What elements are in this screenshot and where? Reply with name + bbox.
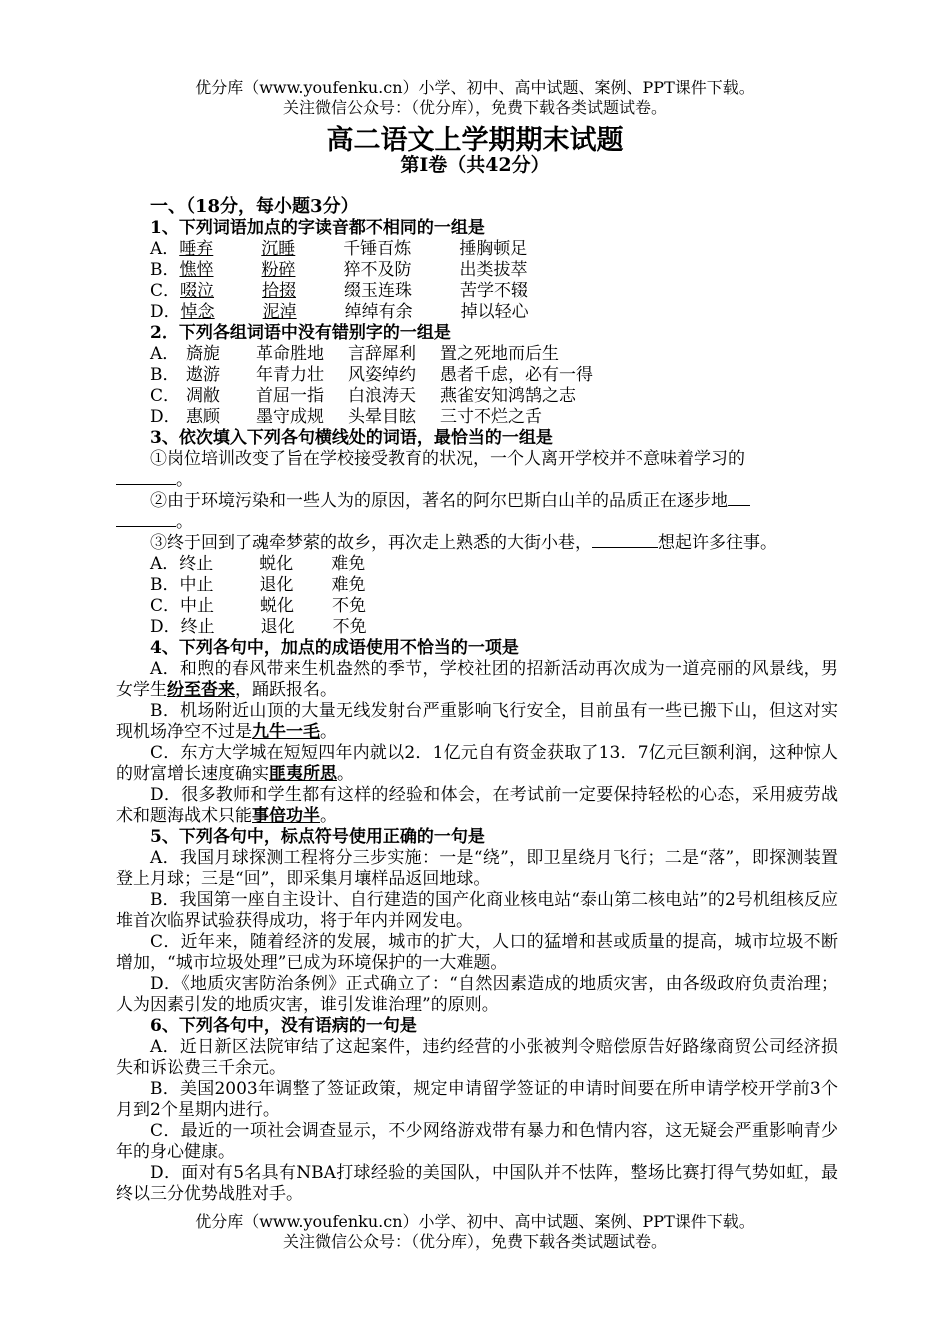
- option-label: B．: [150, 575, 180, 595]
- q1-option-d: [116, 302, 838, 323]
- question-4-stem: 4、下列各句中，加点的成语使用不恰当的一项是: [150, 638, 519, 658]
- q4-option-b: [116, 701, 838, 743]
- question-6-stem: 6、下列各句中，没有语病的一句是: [150, 1016, 417, 1036]
- option-label: C．: [150, 386, 181, 406]
- option-text-end: 。: [337, 764, 354, 784]
- q6-option-d: D．面对有5名具有NBA打球经验的美国队，中国队并不怯阵，整场比赛打得气势如虹，最终以三分优势战胜对手。: [116, 1163, 838, 1204]
- q4-option-a: [116, 659, 838, 701]
- q1-option-a: [116, 239, 838, 260]
- word: 啜泣: [180, 281, 215, 301]
- q1-option-c: [116, 281, 838, 302]
- word: 退化: [260, 617, 295, 637]
- word: 白浪涛天: [348, 386, 416, 406]
- idiom: 事倍功半: [252, 806, 320, 826]
- q3-sentence-1: [116, 449, 838, 491]
- option-label: C．: [150, 596, 181, 616]
- header-line-1: 优分库（www.youfenku.cn）小学、初中、高中试题、案例、PPT课件下载。: [195, 78, 755, 97]
- word: 千锤百炼: [343, 239, 412, 259]
- word: 苦学不辍: [460, 281, 529, 301]
- word: 遨游: [186, 365, 220, 385]
- q3-option-c: [116, 596, 838, 617]
- word: 悼念: [180, 302, 215, 322]
- word: 捶胸顿足: [459, 239, 528, 259]
- q6-option-c: C．最近的一项社会调查显示，不少网络游戏带有暴力和色情内容，这无疑会严重影响青少年的身心健康。: [116, 1121, 838, 1162]
- word: 沉睡: [261, 239, 296, 259]
- option-label: D．: [150, 617, 181, 637]
- word: 不免: [332, 617, 367, 637]
- q5-option-c: C．近年来，随着经济的发展，城市的扩大，人口的猛增和甚或质量的提高，城市垃圾不断增加，“城市垃圾处理”已成为环境保护的一大难题。: [116, 932, 838, 973]
- footer-line-1: 优分库（www.youfenku.cn）小学、初中、高中试题、案例、PPT课件下载。: [195, 1212, 755, 1231]
- q5-option-b: B．我国第一座自主设计、自行建造的国产化商业核电站“泰山第二核电站”的2号机组核反应堆首次临界试验获得成功，将于年内并网发电。: [116, 890, 838, 931]
- idiom: 纷至沓来: [167, 680, 235, 700]
- option-label: B．: [150, 260, 180, 280]
- word: 难免: [331, 554, 366, 574]
- word: 绰绰有余: [344, 302, 413, 322]
- q2-option-c: [116, 386, 838, 407]
- sentence-text: ③终于回到了魂牵梦萦的故乡，再次走上熟悉的大街小巷，: [150, 533, 592, 553]
- option-label: A．: [150, 554, 180, 574]
- word: 泥淖: [262, 302, 297, 322]
- word: 终止: [179, 554, 214, 574]
- sentence-end: 。: [176, 512, 193, 532]
- option-text: D．很多教师和学生都有这样的经验和体会，在考试前一定要保持轻松的心态，采用疲劳战术和题海战术只能: [116, 785, 838, 826]
- word: 憔悴: [179, 260, 214, 280]
- option-label: B．: [150, 365, 180, 385]
- q6-option-b: B．美国2003年调整了签证政策，规定申请留学签证的申请时间要在所申请学校开学前3个月到2个星期内进行。: [116, 1079, 838, 1120]
- word: 蜕化: [260, 596, 295, 616]
- word: 退化: [259, 575, 294, 595]
- option-label: D．: [150, 302, 181, 322]
- q5-option-d: D．《地质灾害防治条例》正式确立了：“自然因素造成的地质灾害，由各级政府负责治理；人为因素引发的地质灾害，谁引发谁治理”的原则。: [116, 974, 838, 1015]
- word: 缀玉连珠: [344, 281, 413, 301]
- word: 粉碎: [261, 260, 296, 280]
- word: 燕雀安知鸿鹄之志: [440, 386, 576, 406]
- q3-option-b: [116, 575, 838, 596]
- word: 蜕化: [259, 554, 294, 574]
- q2-option-d: [116, 407, 838, 428]
- option-label: D．: [150, 407, 181, 427]
- word: 凋敝: [186, 386, 220, 406]
- word: 三寸不烂之舌: [440, 407, 542, 427]
- sentence-text: ①岗位培训改变了旨在学校接受教育的状况，一个人离开学校并不意味着学习的: [150, 449, 745, 469]
- word: 难免: [331, 575, 366, 595]
- word: 头晕目眩: [348, 407, 416, 427]
- q3-sentence-3: [116, 533, 838, 554]
- option-label: A．: [150, 344, 180, 364]
- word: 墨守成规: [256, 407, 324, 427]
- q3-sentence-2: [116, 491, 838, 533]
- word: 首屈一指: [256, 386, 324, 406]
- q4-option-c: [116, 743, 838, 785]
- section-heading: 一、（18分，每小题3分）: [150, 196, 359, 217]
- question-3-stem: 3、依次填入下列各句横线处的词语，最恰当的一组是: [150, 428, 553, 448]
- q1-option-b: [116, 260, 838, 281]
- q3-option-a: [116, 554, 838, 575]
- option-label: C．: [150, 281, 181, 301]
- exam-content: [116, 196, 838, 1205]
- word: 愚者千虑，必有一得: [440, 365, 593, 385]
- option-text: A．和煦的春风带来生机盎然的季节，学校社团的招新活动再次成为一道亮丽的风景线，男女学生: [116, 659, 838, 700]
- answer-blank[interactable]: [116, 470, 176, 485]
- option-text-end: 。: [320, 806, 337, 826]
- word: 拾掇: [262, 281, 297, 301]
- q2-option-b: [116, 365, 838, 386]
- word: 革命胜地: [256, 344, 324, 364]
- word: 掉以轻心: [460, 302, 529, 322]
- word: 猝不及防: [343, 260, 412, 280]
- word: 不免: [332, 596, 367, 616]
- word: 风姿绰约: [348, 365, 416, 385]
- page-subtitle: 第Ⅰ卷（共42分）: [400, 154, 550, 176]
- idiom: 匪夷所思: [269, 764, 337, 784]
- header-line-2: 关注微信公众号：（优分库），免费下载各类试题试卷。: [282, 98, 667, 117]
- option-text-end: ，踊跃报名。: [235, 680, 337, 700]
- page-title: 高二语文上学期期末试题: [326, 125, 624, 156]
- answer-blank[interactable]: [728, 491, 750, 506]
- answer-blank-cont[interactable]: [116, 512, 176, 527]
- word: 言辞犀利: [348, 344, 416, 364]
- question-5-stem: 5、下列各句中，标点符号使用正确的一句是: [150, 827, 485, 847]
- word: 出类拔萃: [459, 260, 528, 280]
- idiom: 九牛一毛: [252, 722, 320, 742]
- sentence-text: ②由于环境污染和一些人为的原因，著名的阿尔巴斯白山羊的品质正在逐步地: [150, 491, 728, 511]
- option-text: B．机场附近山顶的大量无线发射台严重影响飞行安全，目前虽有一些已搬下山，但这对实现机场净空不过是: [116, 701, 838, 742]
- question-2-stem: 2．下列各组词语中没有错别字的一组是: [150, 323, 451, 343]
- q5-option-a: A．我国月球探测工程将分三步实施：一是“绕”，即卫星绕月飞行；二是“落”，即探测装置登上月球；三是“回”，即采集月壤样品返回地球。: [116, 848, 838, 889]
- sentence-end: 。: [176, 470, 193, 490]
- option-label: A．: [150, 239, 180, 259]
- q6-option-a: A．近日新区法院审结了这起案件，违约经营的小张被判令赔偿原告好路缘商贸公司经济损失和诉讼费三千余元。: [116, 1037, 838, 1078]
- word: 置之死地而后生: [440, 344, 559, 364]
- word: 中止: [180, 596, 215, 616]
- word: 旖旎: [186, 344, 220, 364]
- option-text-end: 。: [320, 722, 337, 742]
- option-text: C．东方大学城在短短四年内就以2．1亿元自有资金获取了13．7亿元巨额利润，这种惊人的财富增长速度确实: [116, 743, 838, 784]
- answer-blank[interactable]: [592, 533, 658, 548]
- footer-line-2: 关注微信公众号：（优分库），免费下载各类试题试卷。: [282, 1232, 667, 1251]
- question-1-stem: 1、下列词语加点的字读音都不相同的一组是: [150, 218, 485, 238]
- q4-option-d: [116, 785, 838, 827]
- q3-option-d: [116, 617, 838, 638]
- word: 中止: [179, 575, 214, 595]
- sentence-text: 想起许多往事。: [658, 533, 777, 553]
- word: 唾弃: [179, 239, 214, 259]
- q2-option-a: [116, 344, 838, 365]
- word: 惠顾: [186, 407, 220, 427]
- word: 年青力壮: [256, 365, 324, 385]
- word: 终止: [180, 617, 215, 637]
